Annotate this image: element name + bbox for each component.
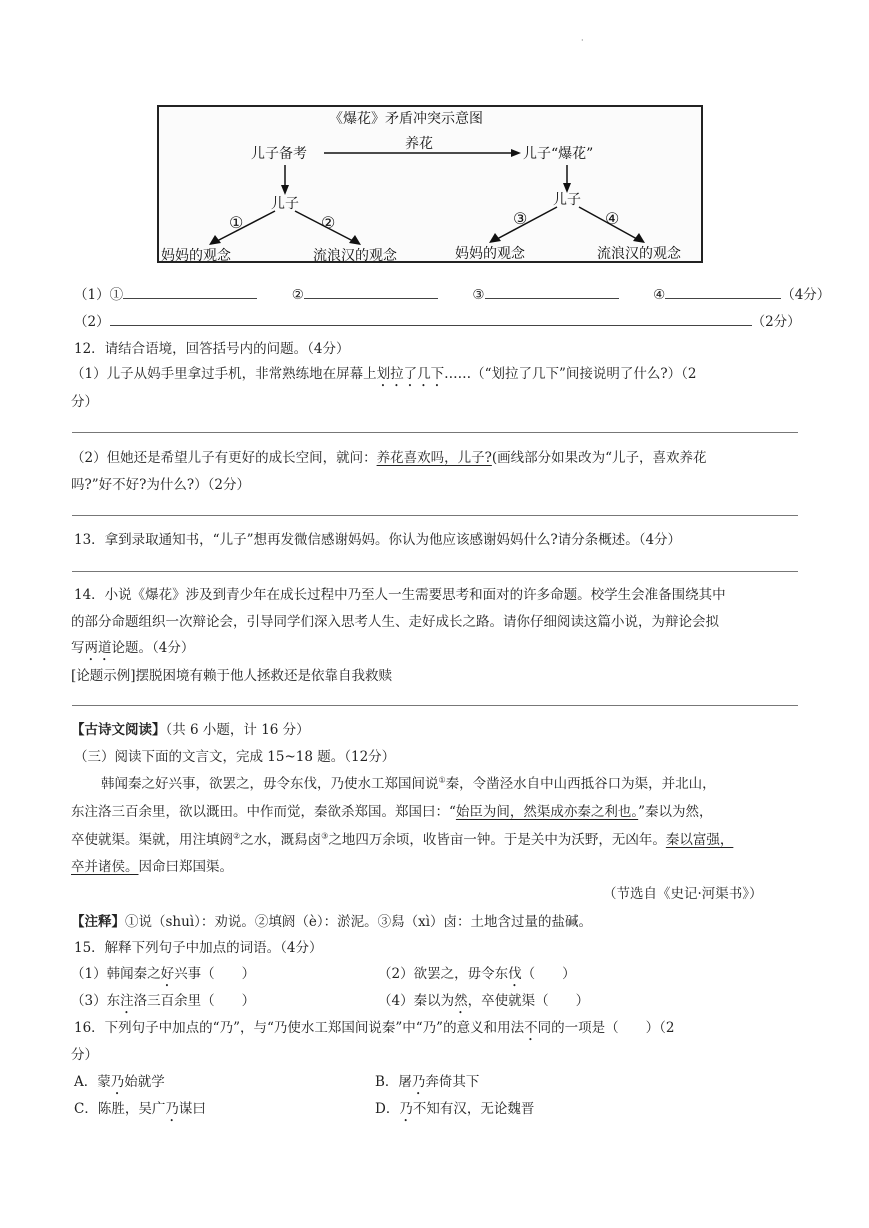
q16-option-a-dotted: 乃 bbox=[110, 1074, 125, 1090]
annotation-text: ①说（shuì）：劝说。②填阏（è）：淤泥。③舄（xì）卤：土地含过量的盐碱。 bbox=[125, 914, 593, 930]
classic-heading-rest: （共 6 小题，计 16 分） bbox=[165, 722, 310, 738]
q16-line1-dotted: 不 bbox=[524, 1020, 538, 1036]
passage-line-2-b: ”秦以为然， bbox=[638, 804, 713, 820]
answer-line-q14[interactable] bbox=[72, 705, 798, 706]
q15-item-1-b: 兴事（ ） bbox=[174, 966, 256, 982]
q12-part1-dotted: 划拉了几下 bbox=[376, 366, 445, 382]
diagram-arrow-label: 养花 bbox=[405, 136, 433, 152]
annotation-bold: 【注释】 bbox=[71, 914, 125, 930]
q15-item-2 bbox=[378, 962, 576, 990]
q16-option-d-label: D． bbox=[375, 1101, 400, 1117]
q13-text: 13．拿到录取通知书，“儿子”想再发微信感谢妈妈。你认为他应该感谢妈妈什么?请分条概述。（4分） bbox=[74, 532, 682, 548]
diagram-left-top: 儿子备考 bbox=[251, 146, 307, 162]
passage-line-3-b: 之水，溉舄卤 bbox=[240, 832, 322, 848]
answer-line-q12-1[interactable] bbox=[72, 432, 798, 433]
answer-line-q13[interactable] bbox=[72, 571, 798, 572]
q16-line1-b: 同的一项是（ ）（2 bbox=[537, 1020, 675, 1036]
q15-item-1 bbox=[71, 962, 255, 990]
q15-title: 15．解释下列句子中加点的词语。（4分） bbox=[74, 940, 323, 956]
q15-item-4-b: ，卒使就渠（ ） bbox=[467, 993, 590, 1009]
q16-option-a[interactable] bbox=[74, 1070, 165, 1098]
q12-part1-cont: 分） bbox=[71, 394, 98, 410]
answer-blank-2[interactable] bbox=[304, 284, 438, 299]
q16-line1-a: 16．下列句子中加点的“乃”，与“乃使水工郑国间说秦”中“乃”的意义和用法 bbox=[74, 1020, 525, 1036]
q15-item-1-dotted: 好 bbox=[160, 966, 175, 982]
conflict-diagram bbox=[157, 105, 703, 263]
q16-option-a-label: A．蒙 bbox=[74, 1074, 111, 1090]
q14-line3-dotted: 两道 bbox=[84, 640, 112, 656]
q15-item-3-a: （3）东 bbox=[71, 993, 121, 1009]
q16-option-a-text: 始就学 bbox=[124, 1074, 165, 1090]
q16-option-c-text: 谋曰 bbox=[178, 1101, 206, 1117]
q15-item-3-b: 洛三百余里（ ） bbox=[133, 993, 256, 1009]
q12-part2-text-a: （2）但她还是希望儿子有更好的成长空间，就问： bbox=[71, 450, 377, 466]
q16-option-d-text: 不知有汉，无论魏晋 bbox=[412, 1101, 535, 1117]
passage-line-3 bbox=[71, 828, 733, 848]
diagram-left-mid: 儿子 bbox=[271, 196, 299, 212]
diagram-lines bbox=[159, 107, 705, 265]
passage-line-4 bbox=[71, 855, 233, 875]
q12-part2-underlined: 养花喜欢吗，儿子? bbox=[376, 450, 492, 466]
diagram-right-left: 妈妈的观念 bbox=[455, 246, 525, 262]
q15-item-3 bbox=[71, 989, 255, 1017]
q12-part2 bbox=[71, 446, 707, 466]
annotation bbox=[71, 910, 592, 930]
q16-option-b-label: B．屠 bbox=[375, 1074, 412, 1090]
q15-item-4-a: （4）秦以为 bbox=[378, 993, 455, 1009]
q11-mark-3: ③ bbox=[472, 287, 485, 303]
top-mark: · bbox=[581, 36, 584, 45]
q12-part1-text-a: （1）儿子从妈手里拿过手机，非常熟练地在屏幕上 bbox=[71, 366, 377, 382]
passage-line-3-a: 卒使就渠。渠就，用注填阏 bbox=[71, 832, 233, 848]
q15-item-1-a: （1）韩闻秦之 bbox=[71, 966, 161, 982]
q14-line3 bbox=[71, 636, 194, 664]
diagram-right-top: 儿子“爆花” bbox=[523, 146, 594, 162]
diagram-right-mid: 儿子 bbox=[553, 192, 581, 208]
classic-heading bbox=[71, 718, 310, 738]
q14-line1: 14．小说《爆花》涉及到青少年在成长过程中乃至人一生需要思考和面对的许多命题。校学生会准备围绕其中 bbox=[74, 587, 726, 603]
classic-sub: （三）阅读下面的文言文，完成 15~18 题。（12分） bbox=[74, 749, 396, 765]
diagram-circle-3: ③ bbox=[513, 209, 528, 228]
passage-line-3-underlined: 秦以富强， bbox=[665, 832, 734, 848]
q15-item-2-b: （ ） bbox=[521, 966, 576, 982]
q15-item-2-a: （2）欲罢之，毋令东 bbox=[378, 966, 509, 982]
passage-line-1 bbox=[101, 772, 716, 792]
diagram-circle-4: ④ bbox=[605, 209, 620, 228]
q12-part2-text-b: (画线部分如果改为“儿子，喜欢养花 bbox=[491, 450, 707, 466]
q11-row1-prefix: （1）① bbox=[74, 287, 124, 303]
answer-blank-3[interactable] bbox=[485, 284, 619, 299]
q14-line3-a: 写 bbox=[71, 640, 85, 656]
q16-option-c[interactable] bbox=[74, 1097, 206, 1125]
q15-item-3-dotted: 注 bbox=[120, 993, 134, 1009]
q16-option-c-dotted: 乃 bbox=[165, 1101, 179, 1117]
q16-option-d-dotted: 乃 bbox=[399, 1101, 413, 1117]
passage-line-2-a: 东注洛三百余里，欲以溉田。中作而觉，秦欲杀郑国。郑国曰：“ bbox=[71, 804, 456, 820]
q12-title: 12．请结合语境，回答括号内的问题。（4分） bbox=[74, 341, 350, 357]
diagram-circle-1: ① bbox=[229, 213, 244, 232]
diagram-left-right: 流浪汉的观念 bbox=[313, 248, 397, 264]
passage-line-4-b: 因命曰郑国渠。 bbox=[138, 859, 233, 875]
q11-row1-score: （4分） bbox=[781, 287, 831, 303]
q16-option-b-text: 奔倚其下 bbox=[425, 1074, 480, 1090]
q11-mark-2: ② bbox=[291, 287, 304, 303]
q11-row2-score: （2分） bbox=[751, 314, 801, 330]
passage-line-1-a: 韩闻秦之好兴事，欲罢之，毋令东伐，乃使水工郑国间说 bbox=[101, 776, 439, 792]
q16-option-b-dotted: 乃 bbox=[411, 1074, 426, 1090]
q16-line2: 分） bbox=[71, 1047, 98, 1063]
passage-line-4-underlined: 卒并诸侯。 bbox=[71, 859, 139, 875]
answer-line-q12-2[interactable] bbox=[72, 515, 798, 516]
q16-option-b[interactable] bbox=[375, 1070, 479, 1098]
q14-line3-b: 论题。（4分） bbox=[111, 640, 195, 656]
q12-part1-text-b: ……（“划拉了几下”间接说明了什么?）（2 bbox=[444, 366, 697, 382]
diagram-left-left: 妈妈的观念 bbox=[161, 248, 231, 264]
q11-mark-4: ④ bbox=[653, 287, 666, 303]
diagram-circle-2: ② bbox=[321, 213, 336, 232]
answer-blank-q11-2[interactable] bbox=[110, 311, 752, 326]
q16-line1 bbox=[74, 1016, 674, 1044]
q11-row1 bbox=[74, 283, 830, 303]
diagram-title: 《爆花》矛盾冲突示意图 bbox=[329, 111, 483, 127]
passage-line-2-underlined: 始臣为间，然渠成亦秦之利也。 bbox=[455, 804, 639, 820]
q15-item-4-dotted: 然 bbox=[454, 993, 468, 1009]
q11-row2 bbox=[74, 310, 801, 330]
q12-part2-cont: 吗?”好不好?为什么?）（2分） bbox=[71, 477, 250, 493]
q14-example: [论题示例]摆脱困境有赖于他人拯救还是依靠自我救赎 bbox=[71, 668, 393, 684]
q11-row2-prefix: （2） bbox=[74, 314, 110, 330]
q15-item-4 bbox=[378, 989, 589, 1017]
passage-source: （节选自《史记·河渠书》） bbox=[603, 886, 763, 902]
classic-heading-bold: 【古诗文阅读】 bbox=[71, 722, 166, 738]
passage-line-3-c: 之地四万余顷，收皆亩一钟。于是关中为沃野，无凶年。 bbox=[328, 832, 666, 848]
answer-blank-4[interactable] bbox=[665, 284, 781, 299]
footnote-ref-1: ① bbox=[438, 775, 446, 785]
passage-line-2 bbox=[71, 800, 713, 820]
q14-line2: 的部分命题组织一次辩论会，引导同学们深入思考人生、走好成长之路。请你仔细阅读这篇小说，为辩论会拟 bbox=[71, 614, 719, 630]
answer-blank-1[interactable] bbox=[123, 284, 257, 299]
q16-option-c-label: C．陈胜，吴广 bbox=[74, 1101, 166, 1117]
footnote-ref-2: ② bbox=[233, 831, 241, 841]
diagram-right-right: 流浪汉的观念 bbox=[597, 246, 681, 262]
footnote-ref-3: ③ bbox=[321, 831, 329, 841]
q15-item-2-dotted: 伐 bbox=[508, 966, 522, 982]
passage-line-1-b: 秦，令凿泾水自中山西抵谷口为渠，并北山， bbox=[445, 776, 716, 792]
q12-part1 bbox=[71, 362, 696, 390]
q16-option-d[interactable] bbox=[375, 1097, 534, 1125]
